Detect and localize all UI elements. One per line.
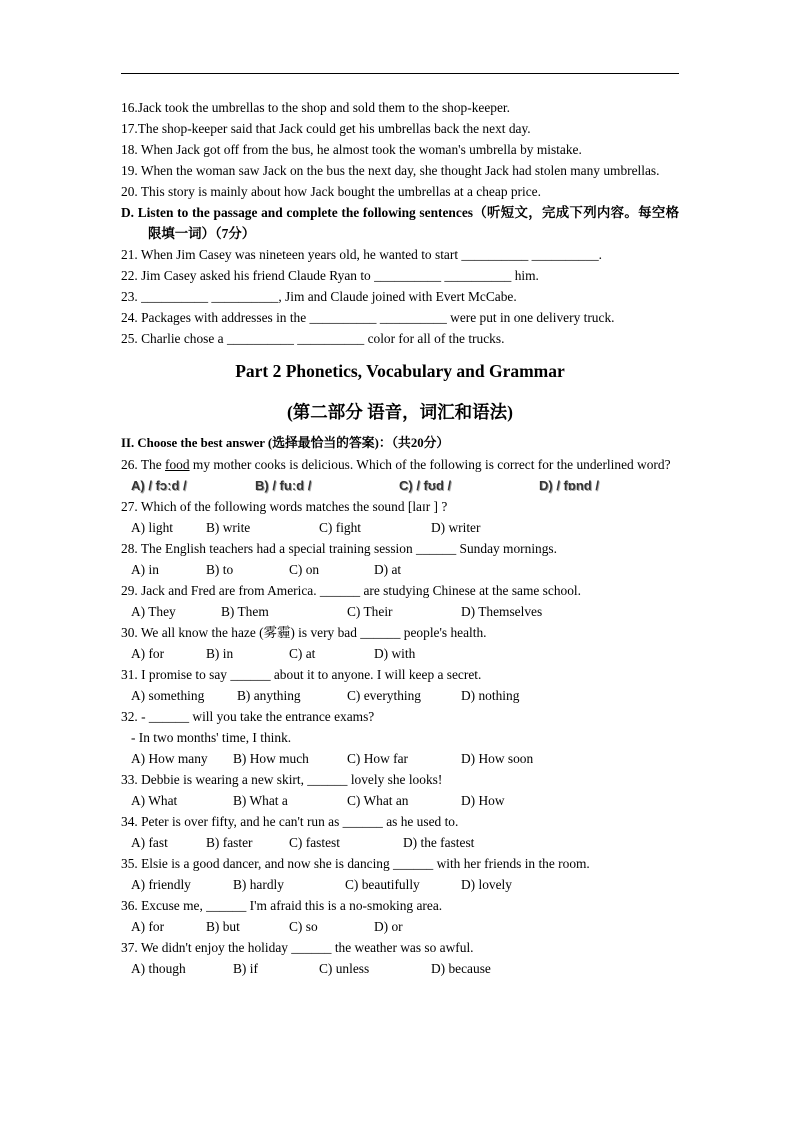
question-19-text: 19. When the woman saw Jack on the bus the next day, she thought Jack had stolen many umbrellas. [121,163,660,178]
option-a[interactable]: A) in [131,562,159,577]
option-c[interactable]: C) everything [347,688,422,703]
q26-stem-after: my mother cooks is delicious. Which of the following is correct for the underlined word? [189,457,671,472]
question-31: 31. I promise to say ______ about it to anyone. I will keep a secret. [121,667,482,682]
q30-options [121,643,679,664]
q28-options [121,559,679,580]
option-b[interactable]: B) if [233,961,258,976]
question-30: 30. We all know the haze (雾霾) is very bad ______ people's health. [121,625,487,640]
option-d[interactable]: D) with [374,646,416,661]
option-a[interactable]: A) light [131,520,174,535]
question-33: 33. Debbie is wearing a new skirt, ______ lovely she looks! [121,772,443,787]
option-b[interactable]: B) Them [221,604,269,619]
option-c[interactable]: C) unless [319,961,370,976]
q26-options [121,475,679,496]
question-35: 35. Elsie is a good dancer, and now she is dancing ______ with her friends in the room. [121,856,590,871]
part2-title: Part 2 Phonetics, Vocabulary and Grammar [235,361,565,381]
option-c[interactable]: C) What an [347,793,409,808]
option-b[interactable]: B) to [206,562,234,577]
option-a[interactable]: A) friendly [131,877,191,892]
q32-answer-line: - In two months' time, I think. [131,730,292,745]
q31-options [121,685,679,706]
question-25: 25. Charlie chose a __________ __________ color for all of the trucks. [121,331,505,346]
section-d-heading-text: D. Listen to the passage and complete the following sentences（听短文，完成下列内容。每空格限填一词）（7分） [121,205,679,241]
question-23: 23. __________ __________, Jim and Claude joined with Evert McCabe. [121,289,517,304]
part2-subtitle: (第二部分 语音，词汇和语法) [286,402,514,422]
option-b[interactable]: B) but [206,919,240,934]
q34-options [121,832,679,853]
question-34: 34. Peter is over fifty, and he can't run as ______ as he used to. [121,814,459,829]
option-a[interactable]: A) They [131,604,176,619]
option-c[interactable]: C) so [289,919,318,934]
option-d[interactable]: D) How [461,793,505,808]
question-17: 17.The shop-keeper said that Jack could get his umbrellas back the next day. [121,121,531,136]
q29-options [121,601,679,622]
q36-options [121,916,679,937]
option-a[interactable]: A) What [131,793,178,808]
question-19 [121,160,679,181]
section-d-heading [121,202,679,244]
option-a[interactable]: A) / fɔːd / [131,478,187,493]
question-28: 28. The English teachers had a special training session ______ Sunday mornings. [121,541,557,556]
option-c[interactable]: C) fastest [289,835,340,850]
option-c[interactable]: C) fight [319,520,362,535]
option-b[interactable]: B) in [206,646,234,661]
q33-options [121,790,679,811]
option-a[interactable]: A) something [131,688,205,703]
option-c[interactable]: C) / fʊd / [399,478,452,493]
option-c[interactable]: C) Their [347,604,393,619]
option-b[interactable]: B) faster [206,835,253,850]
option-b[interactable]: B) How much [233,751,309,766]
option-b[interactable]: B) write [206,520,251,535]
q26-underlined-word: food [165,457,190,472]
question-24: 24. Packages with addresses in the __________ __________ were put in one delivery truck. [121,310,615,325]
question-20: 20. This story is mainly about how Jack bought the umbrellas at a cheap price. [121,184,541,199]
question-22: 22. Jim Casey asked his friend Claude Ryan to __________ __________ him. [121,268,539,283]
question-37: 37. We didn't enjoy the holiday ______ the weather was so awful. [121,940,474,955]
question-21: 21. When Jim Casey was nineteen years old, he wanted to start __________ __________. [121,247,602,262]
q37-options [121,958,679,979]
option-d[interactable]: D) / fɒnd / [539,478,599,493]
question-32: 32. - ______ will you take the entrance exams? [121,709,375,724]
option-c[interactable]: C) How far [347,751,408,766]
option-c[interactable]: C) on [289,562,320,577]
q35-options [121,874,679,895]
option-d[interactable]: D) Themselves [461,604,543,619]
option-d[interactable]: D) lovely [461,877,512,892]
option-a[interactable]: A) though [131,961,186,976]
option-b[interactable]: B) hardly [233,877,284,892]
question-27: 27. Which of the following words matches the sound [laɪr ] ? [121,499,448,514]
option-a[interactable]: A) for [131,646,165,661]
exam-page [121,97,679,979]
option-d[interactable]: D) the fastest [403,835,475,850]
option-b[interactable]: B) What a [233,793,288,808]
question-36: 36. Excuse me, ______ I'm afraid this is a no-smoking area. [121,898,443,913]
question-18: 18. When Jack got off from the bus, he almost took the woman's umbrella by mistake. [121,142,582,157]
header-rule [121,73,679,74]
option-d[interactable]: D) How soon [461,751,534,766]
question-26 [121,454,679,475]
option-d[interactable]: D) nothing [461,688,520,703]
option-d[interactable]: D) writer [431,520,481,535]
option-c[interactable]: C) at [289,646,316,661]
option-c[interactable]: C) beautifully [345,877,420,892]
section-ii-heading: II. Choose the best answer (选择最恰当的答案)：（共20分） [121,436,450,450]
option-a[interactable]: A) fast [131,835,168,850]
option-d[interactable]: D) at [374,562,402,577]
option-d[interactable]: D) or [374,919,403,934]
question-16: 16.Jack took the umbrellas to the shop and sold them to the shop-keeper. [121,100,510,115]
option-b[interactable]: B) anything [237,688,301,703]
option-b[interactable]: B) / fuːd / [255,478,312,493]
option-a[interactable]: A) for [131,919,165,934]
option-d[interactable]: D) because [431,961,491,976]
q32-options [121,748,679,769]
q27-options [121,517,679,538]
option-a[interactable]: A) How many [131,751,208,766]
q26-stem-before: 26. The [121,457,166,472]
question-29: 29. Jack and Fred are from America. ______ are studying Chinese at the same school. [121,583,581,598]
